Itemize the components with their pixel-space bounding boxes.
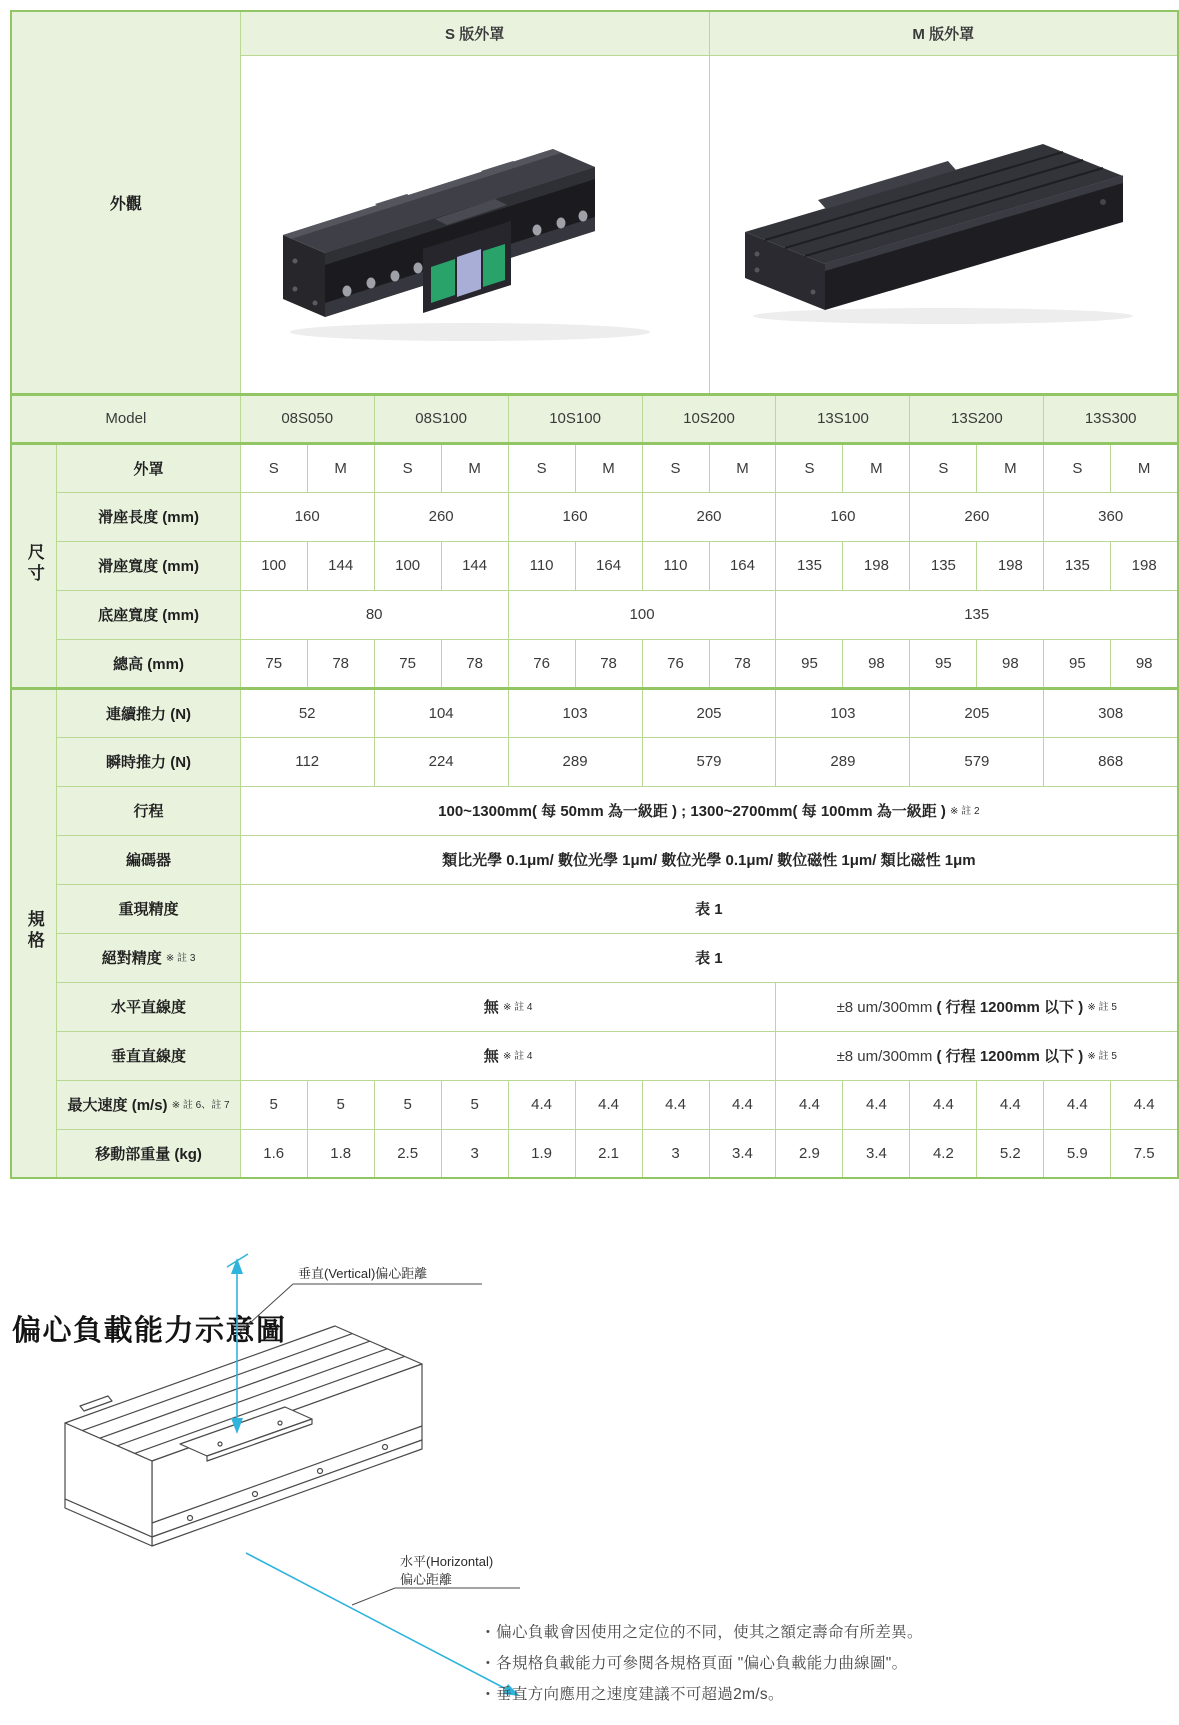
cell-straightness-vertical-spec <box>776 1031 1178 1080</box>
cell-continuous-force-3: 205 <box>642 688 776 737</box>
model-label-cell: Model <box>11 394 240 443</box>
row-stroke <box>11 786 1178 835</box>
cell-continuous-force-0: 52 <box>240 688 374 737</box>
cell-moving-weight-11: 5.2 <box>977 1129 1044 1178</box>
cell-slider-width-12: 135 <box>1044 541 1111 590</box>
absolute-accuracy-label-note: ※ 註 3 <box>165 953 196 964</box>
cell-slider-length-5: 260 <box>910 492 1044 541</box>
cell-instant-force-2: 289 <box>508 737 642 786</box>
cell-moving-weight-4: 1.9 <box>508 1129 575 1178</box>
repeatability-label: 重現精度 <box>57 884 240 933</box>
straightness-horizontal-spec-range: ( 行程 1200mm 以下 ) <box>936 999 1084 1016</box>
cell-instant-force-3: 579 <box>642 737 776 786</box>
cell-total-height-1: 78 <box>307 639 374 688</box>
row-total-height <box>11 639 1178 688</box>
cell-straightness-horizontal-none <box>240 982 776 1031</box>
cell-slider-length-2: 160 <box>508 492 642 541</box>
straightness-vertical-none-value: 無 <box>483 1048 499 1065</box>
row-straightness-horizontal <box>11 982 1178 1031</box>
cell-cover-11: M <box>977 443 1044 492</box>
cell-moving-weight-9: 3.4 <box>843 1129 910 1178</box>
row-repeatability <box>11 884 1178 933</box>
cell-cover-0: S <box>240 443 307 492</box>
cell-moving-weight-10: 4.2 <box>910 1129 977 1178</box>
straightness-horizontal-spec-value: ±8 um/300mm <box>836 999 933 1016</box>
cell-slider-width-10: 135 <box>910 541 977 590</box>
row-instant-force <box>11 737 1178 786</box>
cell-moving-weight-7: 3.4 <box>709 1129 776 1178</box>
cell-max-speed-8: 4.4 <box>776 1080 843 1129</box>
cell-slider-width-6: 110 <box>642 541 709 590</box>
eccentric-note-3: • 垂直方向應用之速度建議不可超過2m/s。 <box>486 1679 923 1710</box>
slider-length-label: 滑座長度 (mm) <box>57 492 240 541</box>
model-08S100: 08S100 <box>374 394 508 443</box>
cell-base-width-0: 80 <box>240 590 508 639</box>
dimensions-label: 尺寸 <box>24 542 44 585</box>
cell-cover-10: S <box>910 443 977 492</box>
row-slider-width <box>11 541 1178 590</box>
row-straightness-vertical <box>11 1031 1178 1080</box>
row-absolute-accuracy <box>11 933 1178 982</box>
cell-max-speed-1: 5 <box>307 1080 374 1129</box>
model-13S200: 13S200 <box>910 394 1044 443</box>
straightness-horizontal-none-value: 無 <box>483 999 499 1016</box>
cell-total-height-8: 95 <box>776 639 843 688</box>
eccentric-load-diagram <box>50 1248 530 1718</box>
encoder-label: 編碼器 <box>57 835 240 884</box>
stroke-value: 100~1300mm( 每 50mm 為一級距 ) ; 1300~2700mm( 每 100mm 為一級距 ) <box>438 803 946 820</box>
row-slider-length <box>11 492 1178 541</box>
row-moving-weight <box>11 1129 1178 1178</box>
cell-total-height-12: 95 <box>1044 639 1111 688</box>
cell-slider-width-4: 110 <box>508 541 575 590</box>
cell-slider-length-4: 160 <box>776 492 910 541</box>
cell-moving-weight-12: 5.9 <box>1044 1129 1111 1178</box>
row-continuous-force <box>11 688 1178 737</box>
cell-cover-1: M <box>307 443 374 492</box>
cell-continuous-force-6: 308 <box>1044 688 1178 737</box>
cover-header-row <box>11 11 1178 55</box>
encoder-value: 類比光學 0.1μm/ 數位光學 1μm/ 數位光學 0.1μm/ 數位磁性 1μm/ 類比磁性 1μm <box>442 852 976 869</box>
row-max-speed <box>11 1080 1178 1129</box>
cell-straightness-vertical-none <box>240 1031 776 1080</box>
instant-force-label: 瞬時推力 (N) <box>57 737 240 786</box>
straightness-horizontal-label: 水平直線度 <box>57 982 240 1031</box>
cell-max-speed-11: 4.4 <box>977 1080 1044 1129</box>
cell-moving-weight-8: 2.9 <box>776 1129 843 1178</box>
cell-continuous-force-1: 104 <box>374 688 508 737</box>
cell-encoder <box>240 835 1178 884</box>
straightness-horizontal-none-note: ※ 註 4 <box>502 1002 533 1013</box>
straightness-horizontal-spec-note: ※ 註 5 <box>1087 1002 1117 1013</box>
straightness-vertical-label: 垂直直線度 <box>57 1031 240 1080</box>
row-base-width <box>11 590 1178 639</box>
specification-table <box>10 10 1179 1179</box>
stage-isometric-drawing <box>65 1326 422 1546</box>
straightness-vertical-spec-value: ±8 um/300mm <box>836 1048 933 1065</box>
section-label-dimensions <box>11 443 57 688</box>
cell-max-speed-13: 4.4 <box>1111 1080 1178 1129</box>
stroke-label: 行程 <box>57 786 240 835</box>
cell-moving-weight-6: 3 <box>642 1129 709 1178</box>
continuous-force-label: 連續推力 (N) <box>57 688 240 737</box>
cell-max-speed-3: 5 <box>441 1080 508 1129</box>
cell-continuous-force-2: 103 <box>508 688 642 737</box>
cell-instant-force-6: 868 <box>1044 737 1178 786</box>
straightness-vertical-spec-range: ( 行程 1200mm 以下 ) <box>936 1048 1084 1065</box>
cell-cover-2: S <box>374 443 441 492</box>
max-speed-label: 最大速度 (m/s) <box>67 1097 168 1114</box>
cell-slider-length-1: 260 <box>374 492 508 541</box>
cell-slider-width-7: 164 <box>709 541 776 590</box>
cell-slider-length-0: 160 <box>240 492 374 541</box>
moving-weight-label: 移動部重量 (kg) <box>57 1129 240 1178</box>
cell-base-width-2: 135 <box>776 590 1178 639</box>
cell-instant-force-4: 289 <box>776 737 910 786</box>
max-speed-label-note: ※ 註 6、註 7 <box>171 1100 230 1111</box>
cell-absolute-accuracy <box>240 933 1178 982</box>
cell-continuous-force-4: 103 <box>776 688 910 737</box>
cell-moving-weight-2: 2.5 <box>374 1129 441 1178</box>
cell-max-speed-4: 4.4 <box>508 1080 575 1129</box>
cell-moving-weight-0: 1.6 <box>240 1129 307 1178</box>
model-10S200: 10S200 <box>642 394 776 443</box>
absolute-accuracy-value: 表 1 <box>695 950 723 967</box>
vertical-offset-label: 垂直(Vertical)偏心距離 <box>298 1266 428 1281</box>
cell-cover-8: S <box>776 443 843 492</box>
base-width-label: 底座寬度 (mm) <box>57 590 240 639</box>
cell-max-speed-10: 4.4 <box>910 1080 977 1129</box>
m-cover-product-photo <box>723 114 1163 334</box>
cell-cover-3: M <box>441 443 508 492</box>
cell-continuous-force-5: 205 <box>910 688 1044 737</box>
absolute-accuracy-label: 絕對精度 <box>101 950 162 967</box>
cell-total-height-9: 98 <box>843 639 910 688</box>
cell-stroke <box>240 786 1178 835</box>
horizontal-offset-label-line2: 偏心距離 <box>400 1572 453 1587</box>
section-label-specs <box>11 688 57 1178</box>
specs-label: 規格 <box>24 910 44 953</box>
straightness-vertical-spec-note: ※ 註 5 <box>1087 1051 1117 1062</box>
horizontal-offset-label-line1: 水平(Horizontal) <box>400 1554 494 1569</box>
cell-moving-weight-13: 7.5 <box>1111 1129 1178 1178</box>
cell-slider-width-8: 135 <box>776 541 843 590</box>
stroke-note: ※ 註 2 <box>950 806 980 817</box>
cell-slider-length-3: 260 <box>642 492 776 541</box>
horizontal-offset-arrow <box>246 1553 520 1696</box>
row-cover-type <box>11 443 1178 492</box>
cell-total-height-13: 98 <box>1111 639 1178 688</box>
cover-row-label: 外罩 <box>57 443 240 492</box>
cell-slider-length-6: 360 <box>1044 492 1178 541</box>
cell-slider-width-13: 198 <box>1111 541 1178 590</box>
cell-max-speed-12: 4.4 <box>1044 1080 1111 1129</box>
cell-total-height-10: 95 <box>910 639 977 688</box>
model-08S050: 08S050 <box>240 394 374 443</box>
cell-moving-weight-1: 1.8 <box>307 1129 374 1178</box>
cell-max-speed-2: 5 <box>374 1080 441 1129</box>
model-13S100: 13S100 <box>776 394 910 443</box>
cell-max-speed-9: 4.4 <box>843 1080 910 1129</box>
appearance-label-cell <box>11 11 240 394</box>
cell-instant-force-0: 112 <box>240 737 374 786</box>
cell-slider-width-1: 144 <box>307 541 374 590</box>
cell-instant-force-1: 224 <box>374 737 508 786</box>
cell-repeatability <box>240 884 1178 933</box>
cell-instant-force-5: 579 <box>910 737 1044 786</box>
cell-slider-width-9: 198 <box>843 541 910 590</box>
cover-header-s: S 版外罩 <box>240 11 709 55</box>
cell-max-speed-5: 4.4 <box>575 1080 642 1129</box>
cell-cover-13: M <box>1111 443 1178 492</box>
cell-total-height-11: 98 <box>977 639 1044 688</box>
cover-header-m: M 版外罩 <box>709 11 1178 55</box>
total-height-label: 總高 (mm) <box>57 639 240 688</box>
cell-total-height-2: 75 <box>374 639 441 688</box>
cell-total-height-7: 78 <box>709 639 776 688</box>
cell-slider-width-3: 144 <box>441 541 508 590</box>
row-encoder <box>11 835 1178 884</box>
cell-straightness-horizontal-spec <box>776 982 1178 1031</box>
cell-slider-width-0: 100 <box>240 541 307 590</box>
cell-total-height-0: 75 <box>240 639 307 688</box>
slider-width-label: 滑座寬度 (mm) <box>57 541 240 590</box>
model-10S100: 10S100 <box>508 394 642 443</box>
cell-moving-weight-3: 3 <box>441 1129 508 1178</box>
cell-max-speed-0: 5 <box>240 1080 307 1129</box>
eccentric-note-2: • 各規格負載能力可參閱各規格頁面 "偏心負載能力曲線圖"。 <box>486 1648 923 1679</box>
s-cover-image-cell <box>240 55 709 394</box>
eccentric-note-1: • 偏心負載會因使用之定位的不同，使其之額定壽命有所差異。 <box>486 1617 923 1648</box>
cell-base-width-1: 100 <box>508 590 776 639</box>
model-row <box>11 394 1178 443</box>
cell-moving-weight-5: 2.1 <box>575 1129 642 1178</box>
appearance-label: 外觀 <box>109 195 142 213</box>
eccentric-section-title: 偏心負載能力示意圖 <box>12 1315 287 1347</box>
absolute-accuracy-label-cell <box>57 933 240 982</box>
eccentric-notes <box>486 1617 923 1710</box>
cell-cover-9: M <box>843 443 910 492</box>
max-speed-label-cell <box>57 1080 240 1129</box>
s-cover-product-photo <box>255 99 695 349</box>
cell-max-speed-7: 4.4 <box>709 1080 776 1129</box>
cell-cover-7: M <box>709 443 776 492</box>
cell-total-height-3: 78 <box>441 639 508 688</box>
cell-slider-width-11: 198 <box>977 541 1044 590</box>
cell-cover-12: S <box>1044 443 1111 492</box>
m-cover-image-cell <box>709 55 1178 394</box>
cell-slider-width-5: 164 <box>575 541 642 590</box>
cell-cover-6: S <box>642 443 709 492</box>
repeatability-value: 表 1 <box>695 901 723 918</box>
cell-total-height-5: 78 <box>575 639 642 688</box>
straightness-vertical-none-note: ※ 註 4 <box>502 1051 533 1062</box>
cell-cover-4: S <box>508 443 575 492</box>
cell-total-height-4: 76 <box>508 639 575 688</box>
model-13S300: 13S300 <box>1044 394 1178 443</box>
cell-cover-5: M <box>575 443 642 492</box>
cell-max-speed-6: 4.4 <box>642 1080 709 1129</box>
cell-slider-width-2: 100 <box>374 541 441 590</box>
cell-total-height-6: 76 <box>642 639 709 688</box>
